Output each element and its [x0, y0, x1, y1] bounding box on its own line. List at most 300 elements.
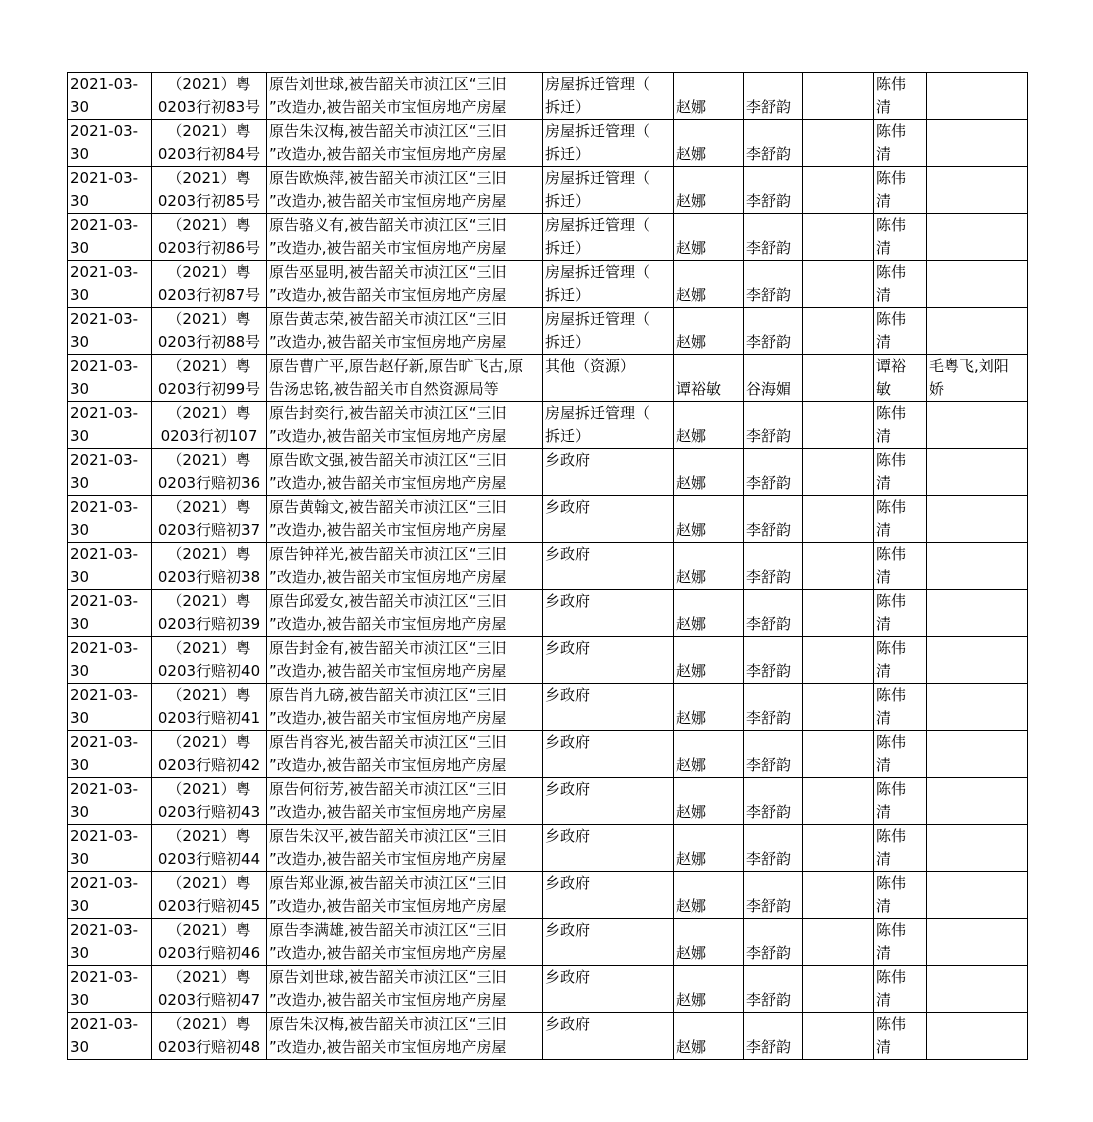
case-number-cell-line: 0203行初86号 [157, 239, 261, 257]
case-type-cell [543, 778, 674, 825]
presiding-judge-cell-line: 陈伟 [876, 592, 907, 610]
parties-cell-line: ”改造办,被告韶关市宝恒房地产房屋 [269, 427, 507, 445]
case-type-cell-line: 乡政府 [545, 498, 591, 516]
case-type-cell-line: 房屋拆迁管理（ [545, 75, 651, 93]
judge-cell: 赵娜 [674, 637, 744, 684]
case-number-cell [152, 120, 267, 167]
date-cell-line: 2021-03- [70, 216, 139, 234]
case-type-cell [543, 449, 674, 496]
case-number-cell-line: （2021）粤 [167, 451, 251, 469]
panel-members-cell [927, 214, 1028, 261]
parties-cell-line: 原告肖容光,被告韶关市浈江区“三旧 [269, 733, 507, 751]
parties-cell-line: 原告黄翰文,被告韶关市浈江区“三旧 [269, 498, 507, 516]
case-number-cell-line: （2021）粤 [167, 686, 251, 704]
panel-members-cell [927, 778, 1028, 825]
presiding-judge-cell [874, 590, 927, 637]
clerk-cell: 李舒韵 [744, 496, 803, 543]
judge-cell: 赵娜 [674, 308, 744, 355]
date-cell [68, 825, 152, 872]
case-number-cell-line: （2021）粤 [167, 404, 251, 422]
date-cell-line: 2021-03- [70, 921, 139, 939]
table-row [68, 73, 1028, 120]
parties-cell-line: 原告钟祥光,被告韶关市浈江区“三旧 [269, 545, 507, 563]
parties-cell-line: 原告何衍芳,被告韶关市浈江区“三旧 [269, 780, 507, 798]
clerk-cell: 李舒韵 [744, 825, 803, 872]
parties-cell [267, 496, 543, 543]
presiding-judge-cell-line: 陈伟 [876, 639, 907, 657]
parties-cell-line: 告汤忠铭,被告韶关市自然资源局等 [269, 380, 499, 398]
case-number-cell [152, 73, 267, 120]
case-type-cell [543, 825, 674, 872]
panel-members-cell [927, 402, 1028, 449]
empty-cell [803, 684, 874, 731]
case-number-cell-line: 0203行初83号 [157, 98, 261, 116]
parties-cell-line: ”改造办,被告韶关市宝恒房地产房屋 [269, 662, 507, 680]
empty-cell [803, 966, 874, 1013]
date-cell [68, 1013, 152, 1060]
case-number-cell-line: 0203行赔初43 [157, 803, 261, 821]
case-type-cell-line: 房屋拆迁管理（ [545, 169, 651, 187]
parties-cell-line: ”改造办,被告韶关市宝恒房地产房屋 [269, 756, 507, 774]
clerk-cell: 李舒韵 [744, 214, 803, 261]
empty-cell [803, 355, 874, 402]
clerk-cell: 李舒韵 [744, 966, 803, 1013]
date-cell [68, 261, 152, 308]
presiding-judge-cell-line: 陈伟 [876, 733, 907, 751]
case-type-cell [543, 919, 674, 966]
case-number-cell [152, 167, 267, 214]
case-number-cell-line: 0203行赔初44 [157, 850, 261, 868]
parties-cell-line: ”改造办,被告韶关市宝恒房地产房屋 [269, 286, 507, 304]
case-type-cell-line: 拆迁） [545, 145, 591, 163]
clerk-cell: 李舒韵 [744, 402, 803, 449]
parties-cell-line: 原告朱汉平,被告韶关市浈江区“三旧 [269, 827, 507, 845]
case-type-cell [543, 590, 674, 637]
panel-members-cell [927, 120, 1028, 167]
panel-members-cell [927, 684, 1028, 731]
parties-cell-line: ”改造办,被告韶关市宝恒房地产房屋 [269, 521, 507, 539]
case-type-cell [543, 543, 674, 590]
date-cell-line: 2021-03- [70, 169, 139, 187]
case-number-cell-line: 0203行赔初39 [157, 615, 261, 633]
presiding-judge-cell-line: 陈伟 [876, 874, 907, 892]
panel-members-cell [927, 590, 1028, 637]
presiding-judge-cell [874, 684, 927, 731]
case-number-cell [152, 966, 267, 1013]
case-number-cell-line: 0203行赔初46 [157, 944, 261, 962]
case-number-cell-line: （2021）粤 [167, 310, 251, 328]
table-row [68, 308, 1028, 355]
table-row [68, 966, 1028, 1013]
case-number-cell-line: （2021）粤 [167, 968, 251, 986]
panel-members-cell-line: 毛粤飞,刘阳 [929, 357, 1009, 375]
parties-cell-line: ”改造办,被告韶关市宝恒房地产房屋 [269, 98, 507, 116]
clerk-cell: 谷海媚 [744, 355, 803, 402]
parties-cell [267, 825, 543, 872]
parties-cell-line: 原告朱汉梅,被告韶关市浈江区“三旧 [269, 1015, 507, 1033]
presiding-judge-cell-line: 陈伟 [876, 216, 907, 234]
judge-cell: 赵娜 [674, 872, 744, 919]
parties-cell [267, 308, 543, 355]
date-cell-line: 30 [70, 1038, 90, 1056]
case-number-cell-line: 0203行赔初41 [157, 709, 261, 727]
date-cell-line: 30 [70, 145, 90, 163]
date-cell [68, 496, 152, 543]
date-cell-line: 30 [70, 709, 90, 727]
date-cell-line: 30 [70, 474, 90, 492]
date-cell [68, 778, 152, 825]
parties-cell-line: 原告欧文强,被告韶关市浈江区“三旧 [269, 451, 507, 469]
judge-cell: 赵娜 [674, 590, 744, 637]
date-cell [68, 543, 152, 590]
presiding-judge-cell-line: 清 [876, 662, 892, 680]
judge-cell: 赵娜 [674, 966, 744, 1013]
empty-cell [803, 402, 874, 449]
date-cell-line: 2021-03- [70, 592, 139, 610]
presiding-judge-cell-line: 清 [876, 333, 892, 351]
parties-cell [267, 120, 543, 167]
judge-cell: 赵娜 [674, 167, 744, 214]
case-type-cell-line: 乡政府 [545, 921, 591, 939]
clerk-cell: 李舒韵 [744, 1013, 803, 1060]
case-number-cell-line: 0203行初84号 [157, 145, 261, 163]
date-cell [68, 308, 152, 355]
case-number-cell-line: 0203行赔初40 [157, 662, 261, 680]
date-cell-line: 2021-03- [70, 1015, 139, 1033]
date-cell [68, 214, 152, 261]
parties-cell [267, 261, 543, 308]
case-number-cell-line: （2021）粤 [167, 169, 251, 187]
case-number-cell-line: （2021）粤 [167, 216, 251, 234]
parties-cell-line: ”改造办,被告韶关市宝恒房地产房屋 [269, 991, 507, 1009]
presiding-judge-cell [874, 355, 927, 402]
date-cell-line: 30 [70, 944, 90, 962]
empty-cell [803, 543, 874, 590]
parties-cell [267, 919, 543, 966]
case-number-cell-line: （2021）粤 [167, 122, 251, 140]
date-cell-line: 2021-03- [70, 639, 139, 657]
presiding-judge-cell-line: 陈伟 [876, 827, 907, 845]
case-type-cell [543, 308, 674, 355]
case-type-cell-line: 房屋拆迁管理（ [545, 404, 651, 422]
date-cell-line: 30 [70, 991, 90, 1009]
judge-cell: 赵娜 [674, 919, 744, 966]
empty-cell [803, 825, 874, 872]
case-type-cell-line: 拆迁） [545, 239, 591, 257]
case-type-cell-line: 房屋拆迁管理（ [545, 216, 651, 234]
case-number-cell-line: 0203行赔初48 [157, 1038, 261, 1056]
empty-cell [803, 872, 874, 919]
case-number-cell-line: 0203行赔初45 [157, 897, 261, 915]
empty-cell [803, 731, 874, 778]
date-cell [68, 590, 152, 637]
clerk-cell: 李舒韵 [744, 919, 803, 966]
parties-cell-line: 原告李满雄,被告韶关市浈江区“三旧 [269, 921, 507, 939]
panel-members-cell [927, 261, 1028, 308]
date-cell [68, 120, 152, 167]
date-cell [68, 449, 152, 496]
empty-cell [803, 120, 874, 167]
presiding-judge-cell [874, 449, 927, 496]
clerk-cell: 李舒韵 [744, 449, 803, 496]
presiding-judge-cell-line: 清 [876, 145, 892, 163]
presiding-judge-cell-line: 清 [876, 850, 892, 868]
presiding-judge-cell-line: 陈伟 [876, 498, 907, 516]
date-cell-line: 30 [70, 286, 90, 304]
judge-cell: 赵娜 [674, 214, 744, 261]
panel-members-cell [927, 496, 1028, 543]
case-number-cell [152, 402, 267, 449]
judge-cell: 赵娜 [674, 825, 744, 872]
case-type-cell-line: 乡政府 [545, 639, 591, 657]
parties-cell-line: ”改造办,被告韶关市宝恒房地产房屋 [269, 568, 507, 586]
case-type-cell-line: 乡政府 [545, 592, 591, 610]
parties-cell-line: ”改造办,被告韶关市宝恒房地产房屋 [269, 850, 507, 868]
parties-cell [267, 355, 543, 402]
clerk-cell: 李舒韵 [744, 684, 803, 731]
case-type-cell [543, 261, 674, 308]
case-number-cell-line: （2021）粤 [167, 733, 251, 751]
case-type-cell [543, 167, 674, 214]
case-number-cell-line: （2021）粤 [167, 827, 251, 845]
date-cell [68, 355, 152, 402]
case-type-cell-line: 拆迁） [545, 427, 591, 445]
case-number-cell-line: 0203行初107 [160, 427, 258, 445]
date-cell-line: 2021-03- [70, 451, 139, 469]
date-cell-line: 30 [70, 333, 90, 351]
date-cell [68, 637, 152, 684]
presiding-judge-cell [874, 543, 927, 590]
clerk-cell: 李舒韵 [744, 590, 803, 637]
empty-cell [803, 308, 874, 355]
presiding-judge-cell-line: 清 [876, 944, 892, 962]
date-cell [68, 684, 152, 731]
case-type-cell-line: 其他（资源） [545, 357, 636, 375]
parties-cell [267, 1013, 543, 1060]
case-type-cell [543, 872, 674, 919]
presiding-judge-cell [874, 167, 927, 214]
case-type-cell-line: 拆迁） [545, 192, 591, 210]
panel-members-cell [927, 543, 1028, 590]
clerk-cell: 李舒韵 [744, 167, 803, 214]
case-type-cell-line: 拆迁） [545, 286, 591, 304]
empty-cell [803, 449, 874, 496]
table-row [68, 590, 1028, 637]
case-number-cell-line: （2021）粤 [167, 592, 251, 610]
case-number-cell-line: 0203行初87号 [157, 286, 261, 304]
presiding-judge-cell-line: 陈伟 [876, 780, 907, 798]
parties-cell [267, 684, 543, 731]
presiding-judge-cell-line: 清 [876, 192, 892, 210]
case-type-cell [543, 637, 674, 684]
parties-cell-line: ”改造办,被告韶关市宝恒房地产房屋 [269, 803, 507, 821]
judge-cell: 赵娜 [674, 731, 744, 778]
parties-cell [267, 402, 543, 449]
presiding-judge-cell [874, 402, 927, 449]
panel-members-cell [927, 731, 1028, 778]
case-number-cell [152, 684, 267, 731]
presiding-judge-cell-line: 清 [876, 521, 892, 539]
panel-members-cell [927, 308, 1028, 355]
judge-cell: 赵娜 [674, 73, 744, 120]
parties-cell-line: ”改造办,被告韶关市宝恒房地产房屋 [269, 709, 507, 727]
case-type-cell [543, 731, 674, 778]
date-cell [68, 167, 152, 214]
empty-cell [803, 496, 874, 543]
panel-members-cell-line: 娇 [929, 380, 945, 398]
case-type-cell-line: 房屋拆迁管理（ [545, 310, 651, 328]
date-cell-line: 30 [70, 568, 90, 586]
empty-cell [803, 167, 874, 214]
parties-cell [267, 778, 543, 825]
presiding-judge-cell-line: 陈伟 [876, 263, 907, 281]
case-type-cell-line: 乡政府 [545, 968, 591, 986]
date-cell [68, 73, 152, 120]
case-type-cell-line: 乡政府 [545, 780, 591, 798]
case-number-cell-line: 0203行赔初38 [157, 568, 261, 586]
clerk-cell: 李舒韵 [744, 308, 803, 355]
presiding-judge-cell [874, 731, 927, 778]
parties-cell [267, 449, 543, 496]
case-type-cell [543, 355, 674, 402]
presiding-judge-cell [874, 73, 927, 120]
presiding-judge-cell-line: 清 [876, 991, 892, 1009]
presiding-judge-cell-line: 陈伟 [876, 404, 907, 422]
presiding-judge-cell-line: 陈伟 [876, 968, 907, 986]
case-number-cell [152, 731, 267, 778]
table-row [68, 778, 1028, 825]
parties-cell-line: 原告曹广平,原告赵仔新,原告旷飞古,原 [269, 357, 524, 375]
parties-cell-line: ”改造办,被告韶关市宝恒房地产房屋 [269, 333, 507, 351]
judge-cell: 赵娜 [674, 449, 744, 496]
date-cell [68, 966, 152, 1013]
judge-cell: 赵娜 [674, 496, 744, 543]
table-row [68, 872, 1028, 919]
case-number-cell [152, 214, 267, 261]
table-row [68, 496, 1028, 543]
date-cell-line: 30 [70, 427, 90, 445]
date-cell-line: 30 [70, 756, 90, 774]
table-row [68, 543, 1028, 590]
table-row [68, 355, 1028, 402]
clerk-cell: 李舒韵 [744, 778, 803, 825]
parties-cell-line: ”改造办,被告韶关市宝恒房地产房屋 [269, 474, 507, 492]
presiding-judge-cell [874, 261, 927, 308]
panel-members-cell [927, 825, 1028, 872]
presiding-judge-cell [874, 120, 927, 167]
presiding-judge-cell [874, 872, 927, 919]
judge-cell: 赵娜 [674, 684, 744, 731]
panel-members-cell [927, 355, 1028, 402]
table-row [68, 167, 1028, 214]
presiding-judge-cell-line: 清 [876, 897, 892, 915]
presiding-judge-cell [874, 637, 927, 684]
date-cell-line: 30 [70, 662, 90, 680]
presiding-judge-cell [874, 496, 927, 543]
parties-cell-line: 原告黄志荣,被告韶关市浈江区“三旧 [269, 310, 507, 328]
case-type-cell-line: 拆迁） [545, 98, 591, 116]
case-number-cell [152, 496, 267, 543]
parties-cell-line: 原告刘世球,被告韶关市浈江区“三旧 [269, 75, 507, 93]
empty-cell [803, 637, 874, 684]
parties-cell-line: ”改造办,被告韶关市宝恒房地产房屋 [269, 145, 507, 163]
parties-cell-line: 原告欧焕萍,被告韶关市浈江区“三旧 [269, 169, 507, 187]
case-number-cell-line: （2021）粤 [167, 874, 251, 892]
empty-cell [803, 261, 874, 308]
parties-cell [267, 543, 543, 590]
case-type-cell-line: 拆迁） [545, 333, 591, 351]
parties-cell-line: ”改造办,被告韶关市宝恒房地产房屋 [269, 897, 507, 915]
case-number-cell-line: （2021）粤 [167, 545, 251, 563]
presiding-judge-cell [874, 1013, 927, 1060]
judge-cell: 赵娜 [674, 543, 744, 590]
date-cell-line: 2021-03- [70, 827, 139, 845]
case-type-cell-line: 乡政府 [545, 686, 591, 704]
case-number-cell-line: （2021）粤 [167, 75, 251, 93]
case-number-cell [152, 872, 267, 919]
date-cell-line: 30 [70, 239, 90, 257]
date-cell [68, 402, 152, 449]
parties-cell-line: 原告封奕行,被告韶关市浈江区“三旧 [269, 404, 507, 422]
clerk-cell: 李舒韵 [744, 73, 803, 120]
date-cell-line: 2021-03- [70, 874, 139, 892]
table-body [68, 73, 1028, 1060]
judge-cell: 赵娜 [674, 778, 744, 825]
parties-cell-line: ”改造办,被告韶关市宝恒房地产房屋 [269, 1038, 507, 1056]
case-number-cell [152, 778, 267, 825]
date-cell [68, 731, 152, 778]
parties-cell [267, 167, 543, 214]
judge-cell: 赵娜 [674, 120, 744, 167]
clerk-cell: 李舒韵 [744, 731, 803, 778]
presiding-judge-cell-line: 清 [876, 474, 892, 492]
date-cell-line: 30 [70, 98, 90, 116]
judge-cell: 赵娜 [674, 261, 744, 308]
date-cell-line: 2021-03- [70, 310, 139, 328]
presiding-judge-cell [874, 778, 927, 825]
panel-members-cell [927, 919, 1028, 966]
presiding-judge-cell-line: 清 [876, 1038, 892, 1056]
case-number-cell [152, 543, 267, 590]
empty-cell [803, 73, 874, 120]
parties-cell-line: 原告刘世球,被告韶关市浈江区“三旧 [269, 968, 507, 986]
date-cell-line: 30 [70, 897, 90, 915]
case-type-cell-line: 乡政府 [545, 545, 591, 563]
date-cell-line: 2021-03- [70, 545, 139, 563]
case-number-cell [152, 637, 267, 684]
case-number-cell-line: 0203行赔初37 [157, 521, 261, 539]
presiding-judge-cell [874, 825, 927, 872]
date-cell-line: 2021-03- [70, 404, 139, 422]
date-cell [68, 919, 152, 966]
presiding-judge-cell-line: 陈伟 [876, 75, 907, 93]
table-row [68, 731, 1028, 778]
presiding-judge-cell [874, 308, 927, 355]
clerk-cell: 李舒韵 [744, 872, 803, 919]
case-type-cell [543, 214, 674, 261]
clerk-cell: 李舒韵 [744, 543, 803, 590]
panel-members-cell [927, 637, 1028, 684]
date-cell-line: 30 [70, 380, 90, 398]
parties-cell-line: 原告郑业源,被告韶关市浈江区“三旧 [269, 874, 507, 892]
judge-cell: 谭裕敏 [674, 355, 744, 402]
parties-cell-line: 原告朱汉梅,被告韶关市浈江区“三旧 [269, 122, 507, 140]
date-cell-line: 30 [70, 521, 90, 539]
table-row [68, 261, 1028, 308]
parties-cell [267, 73, 543, 120]
presiding-judge-cell-line: 清 [876, 756, 892, 774]
clerk-cell: 李舒韵 [744, 637, 803, 684]
